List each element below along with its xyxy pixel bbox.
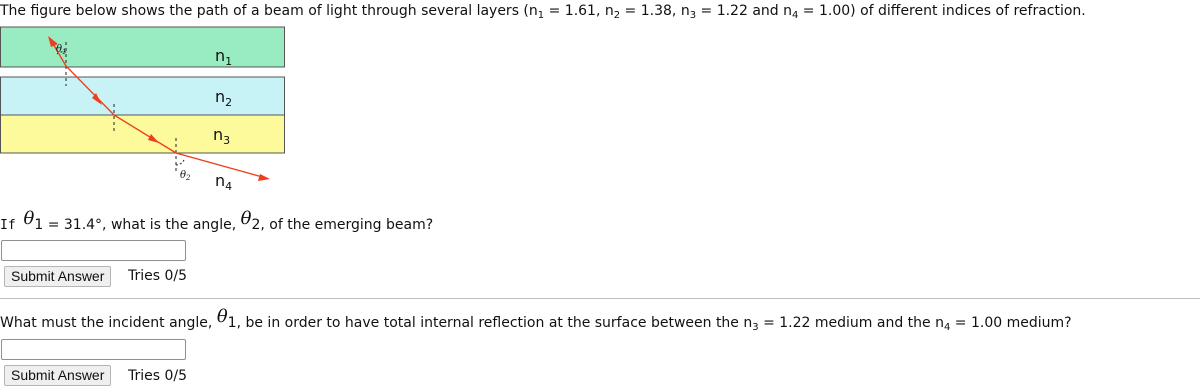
label-n1: $n_1$ — [215, 46, 233, 68]
index-n2: $n_2 = 1.38$, — [604, 3, 681, 21]
problem-statement — [0, 3, 1086, 19]
question-1-text: If θ1 = 31.4°, what is the angle, θ2, of the emerging beam? — [0, 208, 434, 233]
question-2-answer-input[interactable] — [1, 339, 186, 360]
question-divider — [0, 298, 1200, 299]
refraction-figure — [0, 26, 290, 204]
theta2-arc — [176, 160, 184, 165]
question-2-tries: Tries 0/5 — [128, 368, 188, 384]
question-1-answer-input[interactable] — [1, 240, 186, 261]
label-n3: $n_3$ — [213, 125, 231, 147]
ray-arrow-4 — [258, 174, 270, 181]
label-n2: $n_2$ — [215, 87, 233, 109]
index-n3: $n_3 = 1.22$ and — [680, 3, 784, 21]
index-n4: $n_4 = 1.00$) of different indices of refraction. — [783, 3, 1086, 21]
question-2-submit-button[interactable]: Submit Answer — [4, 365, 111, 386]
theta1-label: $\theta_1$ — [56, 44, 67, 56]
layer-n3 — [1, 115, 285, 153]
layer-n2 — [1, 77, 285, 115]
question-1-submit-button[interactable]: Submit Answer — [4, 266, 111, 287]
layer-n1 — [1, 27, 285, 67]
question-1-tries: Tries 0/5 — [128, 268, 188, 284]
label-n4: $n_4$ — [215, 171, 233, 193]
index-n1: $n_1 = 1.61$, — [528, 3, 605, 21]
theta2-label: $\theta_2$ — [180, 170, 191, 182]
question-2-text: What must the incident angle, θ1, be in order to have total internal reflection at the surface between the $n_3 = 1.22$ medium and the $n_4 = 1.00$ medium? — [0, 306, 1072, 333]
intro-lead: The figure below shows the path of a beam of light through several layers ( — [0, 3, 529, 19]
